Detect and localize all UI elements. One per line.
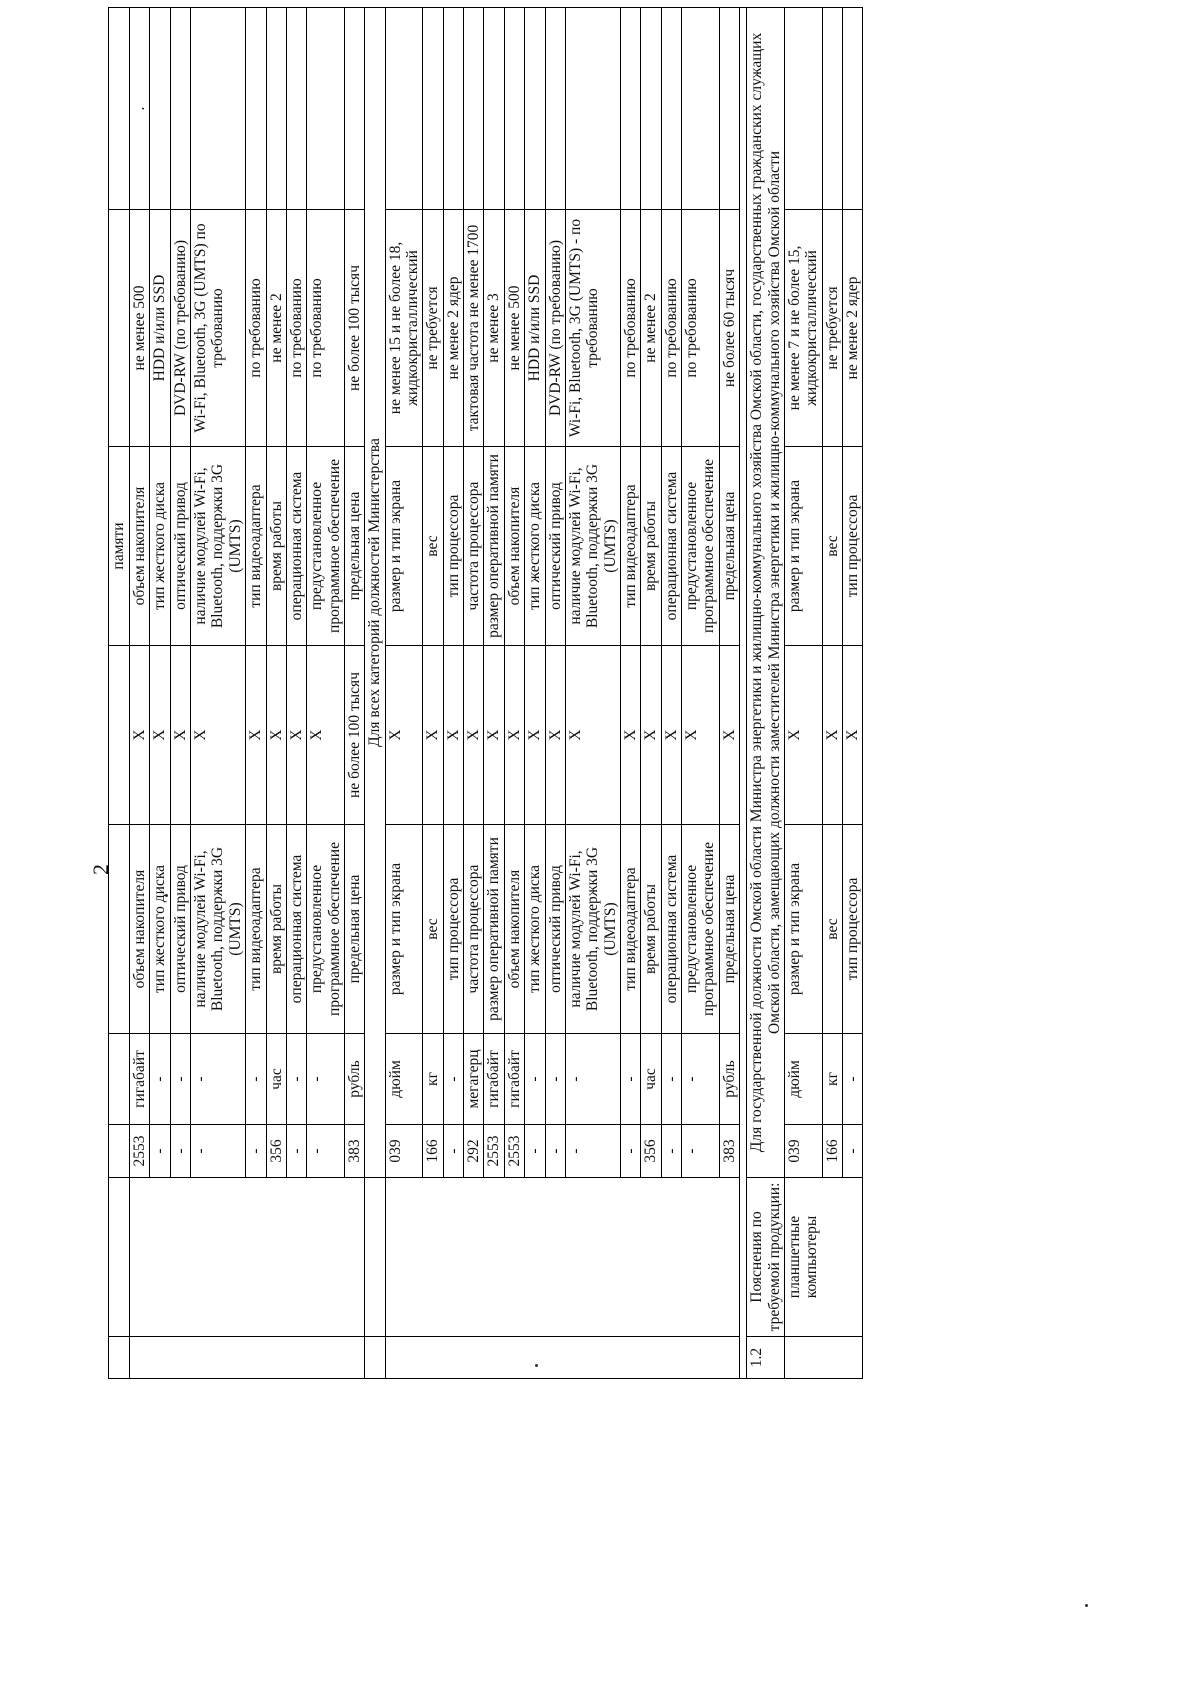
characteristic-cell: тип процессора: [443, 825, 463, 1034]
section-title-cell: Для всех категорий должностей Министерства: [365, 8, 385, 1178]
value-approved-cell: не менее 500: [130, 210, 150, 447]
section-row: [365, 8, 385, 1379]
x-mark-cell: [150, 646, 170, 825]
characteristic-cell: время работы: [641, 825, 661, 1034]
characteristic-cell: тип жесткого диска: [525, 825, 545, 1034]
characteristic-approved-cell: размер и тип экрана: [385, 447, 423, 646]
x-mark: X: [192, 729, 210, 741]
x-mark-cell: [464, 646, 484, 825]
unit-cell: -: [307, 1034, 345, 1125]
value-approved-cell: не менее 2: [641, 210, 661, 447]
value-approved-cell: не более 60 тысяч: [719, 210, 739, 447]
additional-value-cell: [266, 8, 286, 210]
unit-cell: рубль: [344, 1034, 364, 1125]
row-number-cell: [365, 1337, 385, 1379]
unit-cell: -: [565, 1034, 620, 1125]
okei-code-cell: -: [246, 1125, 266, 1178]
characteristic-approved-cell: оптический привод: [170, 447, 190, 646]
x-mark: X: [171, 729, 189, 741]
characteristic-cell: размер и тип экрана: [385, 825, 423, 1034]
additional-value-cell: [484, 8, 504, 210]
x-mark-cell: [423, 646, 443, 825]
x-mark-cell: [130, 646, 150, 825]
characteristic-approved-cell: операционная система: [661, 447, 681, 646]
okei-code-cell: 292: [464, 1125, 484, 1178]
value-approved-cell: HDD и/или SSD: [525, 210, 545, 447]
unit-cell: -: [525, 1034, 545, 1125]
unit-cell: гигабайт: [130, 1034, 150, 1125]
additional-value-cell: .: [130, 8, 150, 210]
okei-code-cell: 383: [344, 1125, 364, 1178]
value-cell: не более 100 тысяч: [344, 646, 364, 825]
unit-cell: -: [620, 1034, 640, 1125]
unit-cell: гигабайт: [504, 1034, 524, 1125]
unit-cell: -: [286, 1034, 306, 1125]
okei-code-cell: 166: [822, 1125, 842, 1178]
table-row: [525, 8, 545, 1379]
characteristic-approved-cell: тип жесткого диска: [150, 447, 170, 646]
x-mark: X: [247, 729, 265, 741]
value-approved-cell: не менее 3: [484, 210, 504, 447]
page-number: 2: [88, 864, 113, 875]
characteristic-approved-cell: предельная цена: [719, 447, 739, 646]
characteristic-cell: объем накопителя: [504, 825, 524, 1034]
product-name-cell: [365, 1178, 385, 1337]
characteristic-approved-cell: вес: [822, 447, 842, 646]
characteristic-approved-cell: предельная цена: [344, 447, 364, 646]
characteristic-cell: тип процессора: [842, 825, 862, 1034]
okei-code-cell: -: [842, 1125, 862, 1178]
product-name-cell: планшетные компьютеры: [784, 1178, 862, 1337]
okei-code-cell: -: [170, 1125, 190, 1178]
table-row: [661, 8, 681, 1379]
characteristic-cell: время работы: [266, 825, 286, 1034]
x-mark: X: [785, 729, 803, 741]
spacer-cell: [740, 8, 747, 1379]
x-mark: X: [526, 729, 544, 741]
x-mark: X: [424, 729, 442, 741]
table-row: [620, 8, 640, 1379]
value-approved-cell: не менее 500: [504, 210, 524, 447]
table-row: [842, 8, 862, 1379]
value-approved-cell: по требованию: [246, 210, 266, 447]
table-row: [484, 8, 504, 1379]
additional-value-cell: [191, 8, 246, 210]
characteristic-cell: операционная система: [286, 825, 306, 1034]
table-body: [109, 8, 863, 1379]
okei-code-cell: 2553: [484, 1125, 504, 1178]
x-mark: X: [546, 729, 564, 741]
x-mark-cell: [170, 646, 190, 825]
characteristic-cell: предельная цена: [719, 825, 739, 1034]
unit-cell: -: [661, 1034, 681, 1125]
explanation-cell: Пояснения по требуемой продукции:: [747, 1178, 785, 1337]
table-row: [682, 8, 720, 1379]
table-row: [504, 8, 524, 1379]
unit-cell: дюйм: [784, 1034, 822, 1125]
value-approved-cell: Wi-Fi, Bluetooth, 3G (UMTS) по требованию: [191, 210, 246, 447]
table-row: [719, 8, 739, 1379]
table-row: [641, 8, 661, 1379]
additional-value-cell: [286, 8, 306, 210]
characteristic-cell: тип видеоадаптера: [620, 825, 640, 1034]
value-approved-cell: не менее 15 и не более 18, жидкокристаллический: [385, 210, 423, 447]
unit-cell: рубль: [719, 1034, 739, 1125]
unit-cell: -: [170, 1034, 190, 1125]
x-mark-cell: [307, 646, 345, 825]
x-mark-cell: [484, 646, 504, 825]
characteristic-approved-cell: время работы: [641, 447, 661, 646]
section-title-cell: Для государственной должности Омской области Министра энергетики и жилищно-коммунального хозяйства Омской области, государственных гражданских служащих Омской области, замещающих должности заместителей Министра энергетики и жилищно-коммунального хозяйства Омской области: [747, 8, 785, 1178]
unit-cell: кг: [423, 1034, 443, 1125]
characteristic-approved-cell: тип жесткого диска: [525, 447, 545, 646]
okei-code-cell: 2553: [504, 1125, 524, 1178]
value-approved-cell: по требованию: [286, 210, 306, 447]
okei-code-cell: -: [286, 1125, 306, 1178]
characteristic-approved-cell: операционная система: [286, 447, 306, 646]
additional-value-cell: [504, 8, 524, 210]
value-approved-cell: HDD и/или SSD: [150, 210, 170, 447]
memory-continued-cell: памяти: [109, 447, 130, 646]
unit-cell: -: [545, 1034, 565, 1125]
row-number-cell: [385, 1337, 739, 1379]
value-approved-cell: не менее 2 ядер: [443, 210, 463, 447]
additional-value-cell: [682, 8, 720, 210]
x-mark: X: [386, 729, 404, 741]
value-approved-cell: тактовая частота не менее 1700: [464, 210, 484, 447]
additional-value-cell: [246, 8, 266, 210]
additional-value-cell: [150, 8, 170, 210]
table-row: [423, 8, 443, 1379]
value-approved-cell: не менее 2: [266, 210, 286, 447]
additional-value-cell: [784, 8, 822, 210]
x-mark-cell: [620, 646, 640, 825]
x-mark: X: [308, 729, 326, 741]
okei-code-cell: -: [443, 1125, 463, 1178]
additional-value-cell: [641, 8, 661, 210]
x-mark-cell: [545, 646, 565, 825]
characteristic-cell: предельная цена: [344, 825, 364, 1034]
unit-cell: -: [842, 1034, 862, 1125]
table-row: [307, 8, 345, 1379]
characteristic-cell: операционная система: [661, 825, 681, 1034]
characteristic-approved-cell: тип видеоадаптера: [620, 447, 640, 646]
product-name-cell: [130, 1178, 365, 1337]
unit-cell: -: [443, 1034, 463, 1125]
additional-value-cell: [842, 8, 862, 210]
x-mark: X: [131, 729, 148, 741]
characteristic-approved-cell: размер оперативной памяти: [484, 447, 504, 646]
characteristic-cell: частота процессора: [464, 825, 484, 1034]
x-mark: X: [720, 729, 738, 741]
additional-value-cell: [565, 8, 620, 210]
characteristic-cell: наличие модулей Wi-Fi, Bluetooth, поддержки 3G (UMTS): [565, 825, 620, 1034]
x-mark: X: [287, 729, 305, 741]
unit-cell: -: [150, 1034, 170, 1125]
additional-value-cell: [307, 8, 345, 210]
x-mark-cell: [191, 646, 246, 825]
characteristic-approved-cell: предустановленное программное обеспечение: [307, 447, 345, 646]
okei-code-cell: -: [191, 1125, 246, 1178]
okei-code-cell: -: [682, 1125, 720, 1178]
x-mark: X: [662, 729, 680, 741]
characteristic-cell: наличие модулей Wi-Fi, Bluetooth, поддержки 3G (UMTS): [191, 825, 246, 1034]
characteristic-approved-cell: объем накопителя: [504, 447, 524, 646]
unit-cell: час: [641, 1034, 661, 1125]
unit-cell: гигабайт: [484, 1034, 504, 1125]
okei-code-cell: -: [620, 1125, 640, 1178]
additional-value-cell: [385, 8, 423, 210]
value-approved-cell: Wi-Fi, Bluetooth, 3G (UMTS) - по требованию: [565, 210, 620, 447]
okei-code-cell: 039: [784, 1125, 822, 1178]
okei-code-cell: 2553: [130, 1125, 150, 1178]
row-number-cell: 1.2: [747, 1337, 785, 1379]
x-mark: X: [267, 729, 285, 741]
characteristic-approved-cell: предустановленное программное обеспечение: [682, 447, 720, 646]
characteristic-cell: вес: [822, 825, 842, 1034]
table-row: [150, 8, 170, 1379]
x-mark: X: [642, 729, 660, 741]
additional-value-cell: [545, 8, 565, 210]
x-mark-cell: [822, 646, 842, 825]
x-mark: X: [843, 729, 861, 741]
table-row: [443, 8, 463, 1379]
table-row: [130, 8, 150, 1379]
characteristic-cell: размер оперативной памяти: [484, 825, 504, 1034]
x-mark: X: [505, 729, 523, 741]
characteristic-cell: объем накопителя: [130, 825, 150, 1034]
unit-cell: час: [266, 1034, 286, 1125]
characteristic-cell: оптический привод: [545, 825, 565, 1034]
row-number-cell: [130, 1337, 365, 1379]
characteristic-cell: оптический привод: [170, 825, 190, 1034]
unit-cell: -: [246, 1034, 266, 1125]
x-mark: X: [823, 729, 841, 741]
unit-cell: -: [682, 1034, 720, 1125]
characteristic-approved-cell: тип процессора: [443, 447, 463, 646]
table-row: [344, 8, 364, 1379]
okei-code-cell: -: [525, 1125, 545, 1178]
value-approved-cell: DVD-RW (по требованию): [170, 210, 190, 447]
x-mark: X: [683, 729, 701, 741]
okei-code-cell: 356: [641, 1125, 661, 1178]
value-approved-cell: не менее 2 ядер: [842, 210, 862, 447]
x-mark-cell: [443, 646, 463, 825]
okei-code-cell: 039: [385, 1125, 423, 1178]
table-row: [385, 8, 423, 1379]
value-approved-cell: по требованию: [661, 210, 681, 447]
okei-code-cell: -: [150, 1125, 170, 1178]
characteristic-cell: предустановленное программное обеспечение: [307, 825, 345, 1034]
value-approved-cell: не требуется: [822, 210, 842, 447]
characteristic-approved-cell: размер и тип экрана: [784, 447, 822, 646]
additional-value-cell: [822, 8, 842, 210]
additional-value-cell: [661, 8, 681, 210]
characteristic-approved-cell: время работы: [266, 447, 286, 646]
table-row: [266, 8, 286, 1379]
okei-code-cell: -: [545, 1125, 565, 1178]
x-mark-cell: [504, 646, 524, 825]
okei-code-cell: -: [661, 1125, 681, 1178]
x-mark-cell: [682, 646, 720, 825]
characteristic-cell: размер и тип экрана: [784, 825, 822, 1034]
additional-value-cell: [620, 8, 640, 210]
value-approved-cell: не требуется: [423, 210, 443, 447]
characteristic-cell: тип жесткого диска: [150, 825, 170, 1034]
unit-cell: дюйм: [385, 1034, 423, 1125]
additional-value-cell: [423, 8, 443, 210]
x-mark-cell: [286, 646, 306, 825]
characteristic-approved-cell: частота процессора: [464, 447, 484, 646]
table-row: [109, 8, 130, 1379]
x-mark: X: [485, 729, 503, 741]
x-mark-cell: [719, 646, 739, 825]
unit-cell: -: [191, 1034, 246, 1125]
characteristic-approved-cell: оптический привод: [545, 447, 565, 646]
additional-value-cell: [170, 8, 190, 210]
characteristic-cell: тип видеоадаптера: [246, 825, 266, 1034]
okei-code-cell: -: [565, 1125, 620, 1178]
table-row: [784, 8, 822, 1379]
value-approved-cell: не более 100 тысяч: [344, 210, 364, 447]
x-mark: X: [465, 729, 483, 741]
characteristic-approved-cell: тип видеоадаптера: [246, 447, 266, 646]
x-mark: X: [621, 729, 639, 741]
okei-code-cell: 356: [266, 1125, 286, 1178]
value-approved-cell: по требованию: [620, 210, 640, 447]
section-row: [747, 8, 785, 1379]
product-name-cell: [385, 1178, 739, 1337]
table-row: [565, 8, 620, 1379]
okei-code-cell: 166: [423, 1125, 443, 1178]
row-number-cell: [784, 1337, 862, 1379]
table-row: [286, 8, 306, 1379]
table-row: [545, 8, 565, 1379]
requirements-table: [108, 7, 863, 1379]
x-mark: X: [151, 729, 169, 741]
okei-code-cell: 383: [719, 1125, 739, 1178]
x-mark-cell: [842, 646, 862, 825]
x-mark: X: [566, 729, 584, 741]
scan-speck: [1085, 1604, 1088, 1607]
additional-value-cell: [719, 8, 739, 210]
x-mark-cell: [266, 646, 286, 825]
value-approved-cell: по требованию: [307, 210, 345, 447]
additional-value-cell: [464, 8, 484, 210]
x-mark-cell: [525, 646, 545, 825]
value-approved-cell: по требованию: [682, 210, 720, 447]
value-approved-cell: не менее 7 и не более 15, жидкокристаллический: [784, 210, 822, 447]
x-mark-cell: [784, 646, 822, 825]
unit-cell: мегагерц: [464, 1034, 484, 1125]
x-mark-cell: [246, 646, 266, 825]
x-mark-cell: [641, 646, 661, 825]
additional-value-cell: [443, 8, 463, 210]
characteristic-cell: вес: [423, 825, 443, 1034]
value-approved-cell: DVD-RW (по требованию): [545, 210, 565, 447]
table-row: [170, 8, 190, 1379]
unit-cell: кг: [822, 1034, 842, 1125]
x-mark-cell: [385, 646, 423, 825]
characteristic-cell: предустановленное программное обеспечение: [682, 825, 720, 1034]
characteristic-approved-cell: вес: [423, 447, 443, 646]
characteristic-approved-cell: наличие модулей Wi-Fi, Bluetooth, поддержки 3G (UMTS): [191, 447, 246, 646]
okei-code-cell: -: [307, 1125, 345, 1178]
characteristic-approved-cell: объем накопителя: [130, 447, 150, 646]
x-mark: X: [444, 729, 462, 741]
x-mark-cell: [565, 646, 620, 825]
table-row: [464, 8, 484, 1379]
table-row: [822, 8, 842, 1379]
table-row: [191, 8, 246, 1379]
additional-value-cell: [525, 8, 545, 210]
table-row: [246, 8, 266, 1379]
characteristic-approved-cell: наличие модулей Wi-Fi, Bluetooth, поддержки 3G (UMTS): [565, 447, 620, 646]
characteristic-approved-cell: тип процессора: [842, 447, 862, 646]
additional-value-cell: [344, 8, 364, 210]
spacer-row: [740, 8, 747, 1379]
x-mark-cell: [661, 646, 681, 825]
